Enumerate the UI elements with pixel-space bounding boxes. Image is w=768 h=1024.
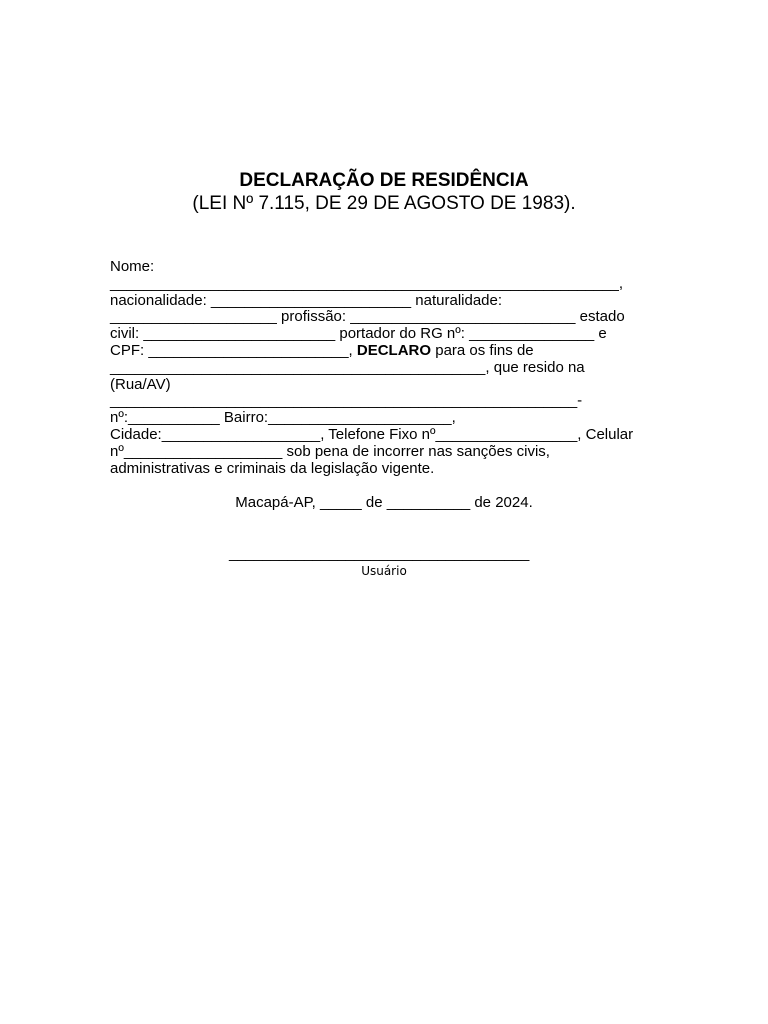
body-line: Nome: <box>110 258 155 275</box>
body-line: ____________________ profissão: ___________________________ estado <box>110 308 625 326</box>
declaration-body <box>110 259 670 477</box>
document-subtitle: (LEI Nº 7.115, DE 29 DE AGOSTO DE 1983). <box>192 193 576 214</box>
body-line: administrativas e criminais da legislação vigente. <box>110 459 435 477</box>
date-line: Macapá-AP, _____ de __________ de 2024. <box>235 494 533 511</box>
body-line: _____________________________________________, que resido na <box>110 358 585 376</box>
declaro-after-text: para os fins de <box>431 341 534 359</box>
signature-line: ____________________________________ <box>229 545 530 562</box>
body-line-declaro <box>110 343 670 360</box>
declaro-bold-text: DECLARO <box>356 341 432 359</box>
body-line: civil: _______________________ portador do RG nº: _______________ e <box>110 325 607 343</box>
body-line: _____________________________________________________________, <box>110 274 624 292</box>
signature-label: Usuário <box>361 564 407 578</box>
body-line: nº___________________ sob pena de incorrer nas sanções civis, <box>110 442 550 460</box>
body-line: (Rua/AV) <box>110 375 171 393</box>
body-line: ________________________________________________________- <box>110 392 583 410</box>
body-line: nacionalidade: ________________________ naturalidade: <box>110 291 503 309</box>
document-title: DECLARAÇÃO DE RESIDÊNCIA <box>239 170 529 191</box>
body-line: Cidade:___________________, Telefone Fixo nº_________________, Celular <box>110 425 634 443</box>
cpf-text: CPF: ________________________, <box>110 341 357 359</box>
body-line: nº:___________ Bairro:______________________, <box>110 409 456 427</box>
